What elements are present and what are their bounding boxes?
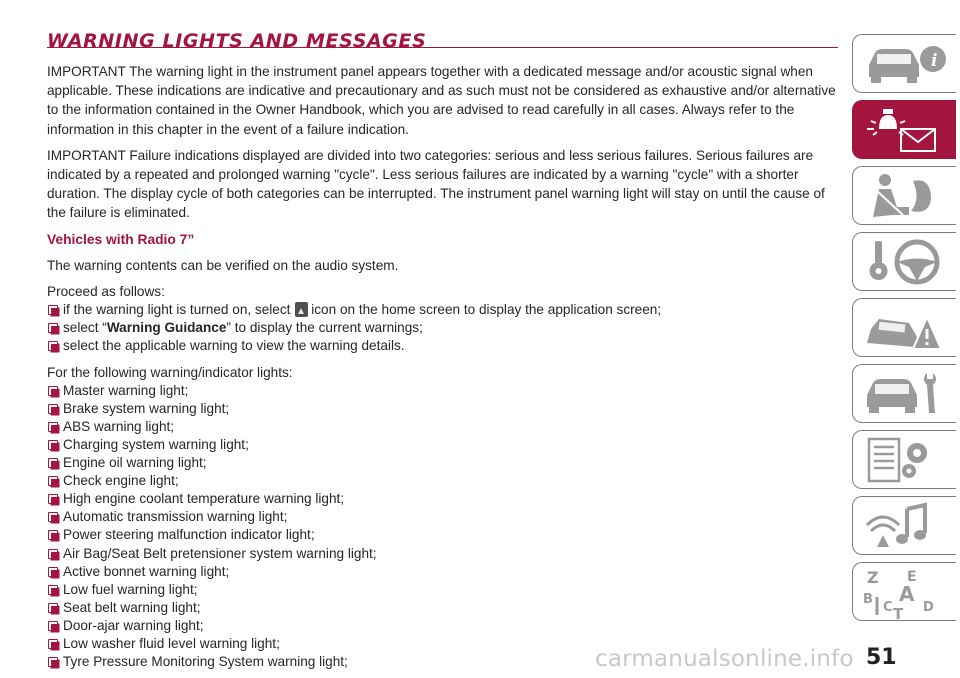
important-paragraph-1: IMPORTANT The warning light in the instrument panel appears together with a dedicated message and/or acoustic signal when applicable. These indications are indicative and precautionary and as such must not be considered as exhaustive and/or alternative to the information contained in the Owner Handbook, which you are advised to read carefully in all cases. Always refer to the information in this chapter in the event of a failure indication. bbox=[47, 64, 836, 137]
verify-text: The warning contents can be verified on the audio system. bbox=[47, 257, 399, 273]
list-item bbox=[47, 563, 837, 581]
step-item bbox=[47, 319, 837, 337]
bullet-icon bbox=[48, 603, 58, 613]
proceed-text: Proceed as follows: bbox=[47, 284, 165, 300]
index-letter-c: C bbox=[883, 600, 893, 615]
index-letter-e: E bbox=[907, 569, 917, 585]
list-item bbox=[47, 599, 837, 617]
lights-list bbox=[47, 382, 837, 672]
page-heading: WARNING LIGHTS AND MESSAGES bbox=[47, 30, 427, 52]
car-info-icon bbox=[863, 39, 953, 89]
index-letter-t: T bbox=[893, 605, 904, 619]
bullet-icon bbox=[48, 621, 58, 631]
list-item-text: Active bonnet warning light; bbox=[63, 563, 230, 579]
bullet-icon bbox=[48, 512, 58, 522]
list-item bbox=[47, 581, 837, 599]
list-item bbox=[47, 526, 837, 544]
bullet-icon bbox=[48, 404, 58, 414]
application-icon bbox=[295, 302, 308, 317]
tab-starting-driving[interactable] bbox=[852, 232, 956, 291]
list-item-text: Door-ajar warning light; bbox=[63, 617, 204, 633]
heading-rule bbox=[47, 47, 838, 48]
list-item-text: Power steering malfunction indicator light; bbox=[63, 527, 315, 543]
alphabetical-index-icon bbox=[863, 567, 953, 619]
list-item bbox=[47, 472, 837, 490]
step2-text-after: ” to display the current warnings; bbox=[226, 320, 423, 336]
tab-maintenance[interactable] bbox=[852, 364, 956, 423]
bullet-icon bbox=[48, 476, 58, 486]
list-item-text: Engine oil warning light; bbox=[63, 455, 207, 471]
index-letter-d: D bbox=[923, 600, 934, 615]
warning-guidance-label: Warning Guidance bbox=[106, 320, 227, 336]
bullet-icon bbox=[48, 657, 58, 667]
technical-data-icon bbox=[863, 435, 953, 485]
list-item-text: Check engine light; bbox=[63, 473, 179, 489]
bullet-icon bbox=[48, 458, 58, 468]
list-item-text: Tyre Pressure Monitoring System warning light; bbox=[63, 654, 348, 670]
tab-technical-data[interactable] bbox=[852, 430, 956, 489]
step-item bbox=[47, 337, 837, 355]
watermark-text: carmanualsonline.info bbox=[595, 646, 854, 672]
bullet-icon bbox=[48, 549, 58, 559]
list-item-text: Master warning light; bbox=[63, 382, 189, 398]
tab-multimedia[interactable] bbox=[852, 496, 956, 555]
list-item bbox=[47, 545, 837, 563]
list-item bbox=[47, 436, 837, 454]
bullet-icon bbox=[48, 567, 58, 577]
tab-index[interactable] bbox=[852, 562, 956, 621]
step3-text: select the applicable warning to view the warning details. bbox=[63, 338, 405, 354]
list-item-text: Air Bag/Seat Belt pretensioner system warning light; bbox=[63, 545, 377, 561]
multimedia-icon bbox=[863, 501, 953, 551]
key-steering-wheel-icon bbox=[863, 237, 953, 287]
list-item bbox=[47, 400, 837, 418]
list-item-text: Seat belt warning light; bbox=[63, 599, 201, 615]
list-item-text: Low fuel warning light; bbox=[63, 581, 198, 597]
bullet-icon bbox=[48, 305, 58, 315]
bullet-icon bbox=[48, 530, 58, 540]
bullet-icon bbox=[48, 386, 58, 396]
content-area bbox=[47, 62, 837, 678]
step-item bbox=[47, 301, 837, 319]
list-item-text: Low washer fluid level warning light; bbox=[63, 636, 280, 652]
list-item bbox=[47, 490, 837, 508]
lights-intro: For the following warning/indicator lights: bbox=[47, 364, 293, 380]
bullet-icon bbox=[48, 323, 58, 333]
tab-safety[interactable] bbox=[852, 166, 956, 225]
list-item bbox=[47, 617, 837, 635]
airbag-seat-icon bbox=[863, 171, 953, 221]
list-item bbox=[47, 508, 837, 526]
bullet-icon bbox=[48, 341, 58, 351]
warning-light-message-icon bbox=[863, 105, 953, 155]
svg-text:i: i bbox=[931, 51, 938, 71]
tab-warning-lights[interactable] bbox=[852, 100, 956, 159]
index-letter-a: A bbox=[899, 582, 915, 606]
car-emergency-icon bbox=[863, 303, 953, 353]
bullet-icon bbox=[48, 440, 58, 450]
bullet-icon bbox=[48, 422, 58, 432]
bullet-icon bbox=[48, 639, 58, 649]
important-paragraph-2: IMPORTANT Failure indications displayed are divided into two categories: serious and less serious failures. Serious failures are indicated by a repeated and prolonged warning "cycle". Less serious failures are indicated by a warning "cycle" with a shorter duration. The display cycle of both categories can be interrupted. The instrument panel warning light will stay on until the cause of the failure is eliminated. bbox=[47, 147, 825, 221]
subheading: Vehicles with Radio 7” bbox=[47, 231, 195, 247]
tab-emergency[interactable] bbox=[852, 298, 956, 357]
step2-text-before: select “ bbox=[63, 320, 107, 336]
car-maintenance-icon bbox=[863, 369, 953, 419]
index-letter-z: Z bbox=[867, 568, 879, 587]
steps-list bbox=[47, 301, 837, 355]
step1-text-before: if the warning light is turned on, select bbox=[63, 302, 295, 318]
list-item-text: Charging system warning light; bbox=[63, 437, 249, 452]
list-item bbox=[47, 418, 837, 436]
list-item-text: Brake system warning light; bbox=[63, 400, 230, 416]
tab-car-info[interactable] bbox=[852, 34, 956, 93]
list-item-text: High engine coolant temperature warning light; bbox=[63, 491, 345, 507]
step1-text-after: icon on the home screen to display the application screen; bbox=[311, 302, 662, 318]
page-number: 51 bbox=[866, 645, 897, 670]
list-item-text: ABS warning light; bbox=[63, 418, 175, 434]
index-letter-b: B bbox=[863, 592, 873, 607]
bullet-icon bbox=[48, 494, 58, 504]
bullet-icon bbox=[48, 585, 58, 595]
list-item bbox=[47, 382, 837, 400]
list-item-text: Automatic transmission warning light; bbox=[63, 509, 288, 525]
list-item bbox=[47, 454, 837, 472]
